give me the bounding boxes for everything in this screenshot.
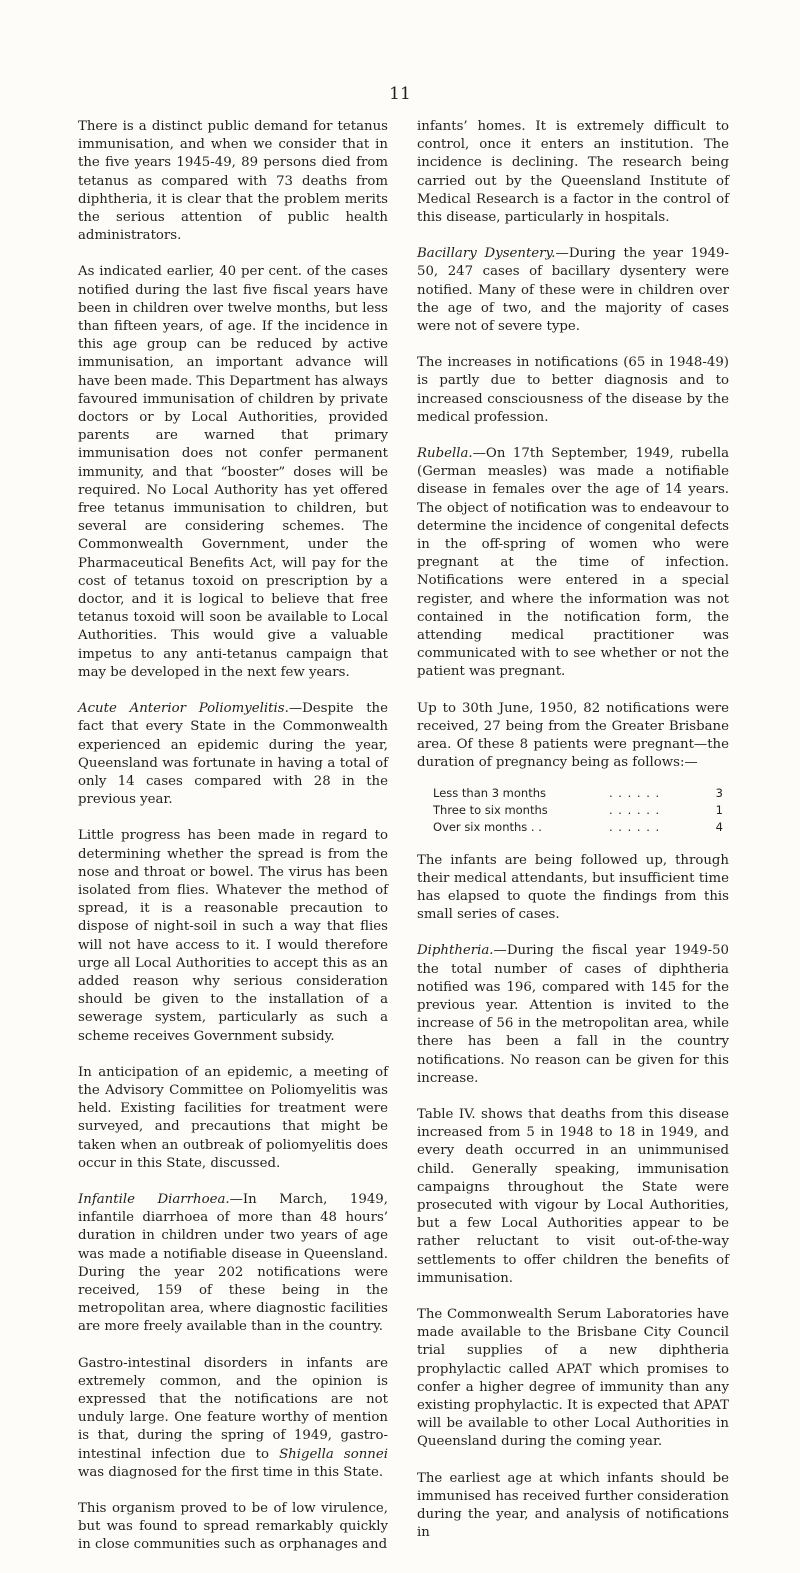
duration-value: 4 — [715, 819, 723, 834]
left-column — [78, 118, 388, 1573]
duration-row — [433, 802, 723, 819]
diphtheria-paragraph — [417, 942, 729, 1088]
earliest-age-paragraph: The earliest age at which infants should be immunised has received further consideration during the year, and analysis of notifications in — [417, 1470, 729, 1541]
gastro-text-a: Gastro-intestinal disorders in infants are extremely common, and the opinion is expressed that the notifications are not unduly large. One feature worthy of mention is that, during the spring of 1949, gastro-intestinal infection due to — [78, 1355, 388, 1462]
duration-leader: . . . . . . — [609, 785, 661, 800]
rubella-notifications-paragraph: Up to 30th June, 1950, 82 notifications were received, 27 being from the Greater Brisbane area. Of these 8 patients were pregnant—the duration of pregnancy being as follows:— — [417, 700, 729, 771]
gastro-text-b: was diagnosed for the first time in this State. — [78, 1464, 384, 1480]
infants-followed-paragraph: The infants are being followed up, through their medical attendants, but insufficient time has elapsed to quote the findings from this small series of cases. — [417, 852, 729, 923]
duration-label: Less than 3 months — [433, 785, 546, 800]
page-number: 11 — [389, 84, 411, 104]
bacillary-dysentery-text: —During the year 1949-50, 247 cases of bacillary dysentery were notified. Many of these were in children over the age of two, and the majority of cases were not of severe type. — [417, 246, 729, 335]
infants-homes-paragraph: infants’ homes. It is extremely difficult to control, once it enters an institution. The incidence is declining. The research being carried out by the Queensland Institute of Medical Research is a factor in the control of this disease, particularly in hospitals. — [417, 119, 729, 226]
apat-paragraph: The Commonwealth Serum Laboratories have made available to the Brisbane City Council trial supplies of a new diphtheria prophylactic called APAT which promises to confer a higher degree of immunity than any existing prophylactic. It is expected that APAT will be available to other Local Authorities in Queensland during the coming year. — [417, 1306, 729, 1450]
duration-leader: . . . . . . — [609, 802, 661, 817]
infantile-diarrhoea-paragraph — [78, 1191, 388, 1337]
poliomyelitis-heading: Acute Anterior Poliomyelitis. — [78, 701, 289, 717]
duration-leader: . . . . . . — [609, 819, 661, 834]
poliomyelitis-paragraph — [78, 700, 388, 809]
duration-value: 1 — [715, 802, 723, 817]
diphtheria-heading: Diphtheria. — [417, 943, 494, 959]
duration-value: 3 — [715, 785, 723, 800]
bacillary-dysentery-heading: Bacillary Dysentery. — [417, 246, 556, 262]
tetanus-immunisation-paragraph: As indicated earlier, 40 per cent. of the cases notified during the last five fiscal years have been in children over twelve months, but less than fifteen years, of age. If the incidence in this age group can be reduced by active immunisation, an important advance will have been made. This Department has always favoured immunisation of children by private doctors or by Local Authorities, provided parents are warned that primary immunisation does not confer permanent immunity, and that “booster” doses will be required. No Local Authority has yet offered free tetanus immunisation to children, but several are considering schemes. The Commonwealth Government, under the Pharmaceutical Benefits Act, will pay for the cost of tetanus toxoid on prescription by a doctor, and it is logical to believe that free tetanus toxoid will soon be available to Local Authorities. This would give a valuable impetus to any anti-tetanus campaign that may be developed in the next few years. — [78, 264, 388, 680]
polio-spread-paragraph: Little progress has been made in regard to determining whether the spread is from the nose and throat or bowel. The virus has been isolated from flies. Whatever the method of spread, it is a reasonable precaution to dispose of night-soil in such a way that flies will not have access to it. I would therefore urge all Local Authorities to accept this as an added reason why serious consideration should be given to the installation of a sewerage system, particularly as such a scheme receives Government subsidy. — [78, 828, 388, 1044]
bacillary-dysentery-paragraph — [417, 245, 729, 336]
rubella-text: —On 17th September, 1949, rubella (German measles) was made a notifiable disease in females over the age of 14 years. The object of notification was to endeavour to determine the incidence of congenital defects in the off-spring of women who were pregnant at the time of infection. Notifications were entered in a special register, and where the information was not contained in the notification form, the attending medical practitioner was communicated with to see whether or not the patient was pregnant. — [417, 446, 729, 680]
rubella-paragraph — [417, 445, 729, 682]
diphtheria-text: —During the fiscal year 1949-50 the total number of cases of diphtheria notified was 196, compared with 145 for the previous year. Attention is invited to the increase of 56 in the metropolitan area, while there has been a fall in the country notifications. No reason can be given for this increase. — [417, 943, 729, 1086]
polio-committee-paragraph: In anticipation of an epidemic, a meeting of the Advisory Committee on Poliomyelitis was held. Existing facilities for treatment were surveyed, and precautions that might be taken when an outbreak of poliomyelitis does occur in this State, discussed. — [78, 1064, 388, 1171]
rubella-heading: Rubella. — [417, 446, 473, 462]
gastro-intestinal-paragraph — [78, 1355, 388, 1482]
pregnancy-duration-table — [433, 785, 729, 836]
duration-row — [433, 819, 723, 836]
tetanus-paragraph: There is a distinct public demand for tetanus immunisation, and when we consider that in the five years 1945-49, 89 persons died from tetanus as compared with 73 deaths from diphtheria, it is clear that the problem merits the serious attention of public health administrators. — [78, 119, 388, 244]
infantile-diarrhoea-heading: Infantile Diarrhoea. — [78, 1191, 230, 1207]
poliomyelitis-text: —Despite the fact that every State in the Commonwealth experienced an epidemic during the year, Queensland was fortunate in having a total of only 14 cases compared with 28 in the previous year. — [78, 701, 388, 808]
duration-label: Three to six months — [433, 802, 548, 817]
right-column — [417, 118, 729, 1560]
diphtheria-deaths-paragraph: Table IV. shows that deaths from this disease increased from 5 in 1948 to 18 in 1949, and every death occurred in an unimmunised child. Generally speaking, immunisation campaigns throughout the State were prosecuted with vigour by Local Authorities, but a few Local Authorities appear to be rather reluctant to visit out-of-the-way settlements to offer children the benefits of immunisation. — [417, 1106, 729, 1286]
organism-paragraph: This organism proved to be of low virulence, but was found to spread remarkably quickly in close communities such as orphanages and — [78, 1501, 388, 1553]
shigella-name: Shigella sonnei — [279, 1446, 388, 1462]
duration-row — [433, 785, 723, 802]
notifications-increase-paragraph: The increases in notifications (65 in 1948-49) is partly due to better diagnosis and to increased consciousness of the disease by the medical profession. — [417, 355, 729, 425]
duration-label: Over six months . . — [433, 819, 542, 834]
infantile-diarrhoea-text: —In March, 1949, infantile diarrhoea of more than 48 hours’ duration in children under two years of age was made a notifiable disease in Queensland. During the year 202 notifications were received, 159 of these being in the metropolitan area, where diagnostic facilities are more freely available than in the country. — [78, 1191, 388, 1335]
